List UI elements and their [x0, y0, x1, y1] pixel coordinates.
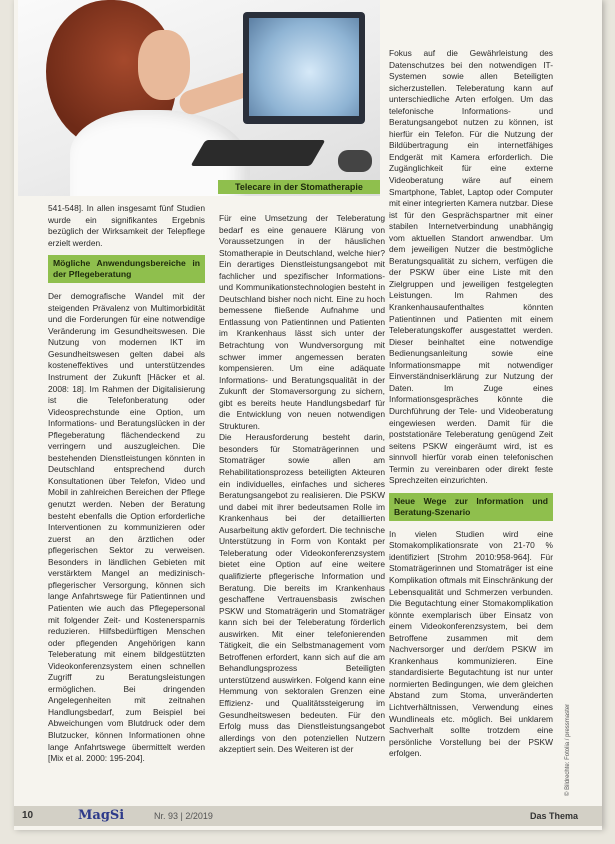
paragraph: Für eine Umsetzung der Teleberatung bedarf es eine genauere Klärung von Voraussetzungen in der häuslichen Stomatherapie in Deutschland, welche hier? Ein derartiges Dienstleistungsangebot mit fachlicher und spezifischer Informations- und Kommunikationstechnologien besteht in Deutschland bisher noch nicht. Eine zu hoch bemessene fließende Aufnahme und Entlassung von Patientinnen und Patienten im Krankenhaus lässt sich unter der Betrachtung von Wundversorgung mit schwer immer angemessen beraten kompensieren. Um eine adäquate Informations- und Beratungsqualität in der Zukunft der Stomaversorgung zu sichern, gibt es bereits heute Handlungsbedarf für die Entwicklung von neuen notwendigen Strukturen.	[219, 213, 385, 431]
photo-monitor-screen	[249, 18, 359, 116]
photo-figure-face	[138, 30, 190, 100]
text-column-3	[389, 48, 553, 803]
photo-phone	[338, 150, 372, 172]
photo-credit: © Bildrechte: Fotolia / pressmaster	[565, 703, 571, 796]
photo-monitor	[243, 12, 365, 124]
paragraph: In vielen Studien wird eine Stomakomplikationsrate von 21-70 % identifiziert [Strohm 2010:958-964]. Für Stomaträgerinnen und Stomaträger ist eine Komplikation oftmals mit Einschränkung der Lebensqualität und Schmerzen verbunden. Die Begutachtung einer Stomakomplikation könnte exemplarisch über Einsatz von einem Videokonferenzsystem, bei dem Betroffene zusammen mit dem Nachversorger und der/dem PSKW im Krankenhaus kommunizieren. Eine standardisierte Begutachtung ist nur unter normierten Bedingungen, wie dem gleichen Abstand zum Stoma, unveränderten Lichtverhältnissen, Verwendung eines Wundlineals etc. möglich. Bei unklarem Sachverhalt sollte trotzdem eine persönliche Vorstellung bei der PSKW erfolgen.	[389, 528, 553, 759]
section-heading: Neue Wege zur Information und Beratung-Szenario	[389, 493, 553, 521]
paragraph: 541-548]. In allen insgesamt fünf Studien wurde ein signifikantes Ergebnis bezüglich der Wirksamkeit der Telepflege erzielt werden.	[48, 203, 205, 248]
issue-number: Nr. 93 | 2/2019	[154, 811, 213, 821]
section-heading: Mögliche Anwendungsbereiche in der Pflegeberatung	[48, 255, 205, 283]
paragraph: Fokus auf die Gewährleistung des Datenschutzes bei den notwendigen IT-Systemen sowie allen Beteiligten sicherzustellen. Teleberatung kann auf unterschiedliche Arten erfolgen. Um das telefonische Informations- und Beratungsangebot nutzen zu können, ist hierfür ein Telefon. Für die Nutzung der Bildübertragung ein internetfähiges Endgerät mit Kamera erforderlich. Die Zugänglichkeit für eine externe Videoberatung wäre auf einem Smartphone, Tablet, Laptop oder Computer mit einer integrierten Kamera nutzbar. Diese ist für den Gesprächspartner mit einer stabilen Internetverbindung unabhängig vom aktuellen Standort anwendbar. Um dem jeweiligen Nutzer die bestmögliche Beratungsqualität zu sichern, verfügen die der PSKW über eine Liste mit den Zielgruppen und jeweiligen festgelegten Leistungen. Im Rahmen des Krankenhausaufenthaltes könnten Patientinnen und Patienten mit einem Teleberatungskoffer ausgestattet werden. Dieser beinhaltet eine notwendige Bedienungsanleitung sowie eine Informationsmappe mit notwendiger Einverständniserklärung zur Nutzung der Daten. Im Zuge eines Informationsgespräches könnte die Durchführung der Tele- und Videoberatung eingewiesen werden. Damit für die poststationäre Teleberatung genügend Zeit seitens PSKW eingeräumt wird, ist es sinnvoll hierfür vorab einen telefonischen Termin zu vereinbaren oder direkt feste Sprechzeiten einzurichten.	[389, 48, 553, 486]
page-number: 10	[22, 810, 34, 821]
text-column-1	[48, 203, 205, 803]
paragraph: Der demografische Wandel mit der steigenden Prävalenz von Multimorbidität und die Forderungen für eine notwendige Veränderung im Gesundheitswesen. Die Nutzung von modernen IKT im Gesundheitswesen gelten dabei als kosteneffektives und unterstützendes Instrument der Zukunft [Häcker et al. 2008: 18]. Im Rahmen der Digitalisierung ist die Telefonberatung oder Videosprechstunde eine Option, um Informations- und Beratungslücken in der Pflegeberatung flächendeckend zu verringern und auszugleichen. Die bestehenden Dienstleistungen könnten in Deutschland entsprechend durch Konsultationen über Telefon, Video und Mobil in zahlreichen Bereichen der Pflege genutzt werden. Neben der Beratung besteht ebenfalls die Option erforderliche Interventionen zu kommunizieren oder zuerst an den ärztlichen oder pflegerischen Sektor zu verweisen. Besonders in ländlichen Gebieten mit verstärktem Mangel an medizinisch-pflegerischer Versorgung, können sich lange Anfahrtswege für Patientinnen und Patienten wie auch das Pflegepersonal mit folgender Zeit- und Kostenersparnis reduzieren. Hilfsbedürftigen Menschen oder pflegenden Angehörigen kann Teleberatung mit einem bildgestützten Videokonferenzsystem einen schnellen Zugriff zu Beratungsleistungen ermöglichen. Bei dringenden Angelegenheiten mit zeitnahen Handlungsbedarf, zum Beispiel bei Abweichungen vom Blutdruck oder dem Blutzucker, können Informationen ohne lange Anfahrtswege übermittelt werden [Mix et al. 2000: 195-204].	[48, 291, 205, 764]
paragraph: Die Herausforderung besteht darin, besonders für Stomaträgerinnen und Stomaträger sowie allen am Rehabilitationsprozess beteiligten Akteuren ein individuelles, einfaches und sicheres Beratungsangebot zu realisieren. Die PSKW und dabei mit ihrer bedeutsamen Rolle im Krankenhaus bei der detaillierten Ausarbeitung aktiv gefordert. Die technische Unterstützung in Form von Kontakt per Teleberatung oder Videokonferenzsystem bietet eine Option auf eine weitere qualifizierte pflegerische Information und Beratung. Die bereits im Krankenhaus geschaffene Vertrauensbasis zwischen PSKW und Stomaträgerin und Stomaträger kann sich bei der Teleberatung förderlich auswirken. Mit einer telefonierenden Tätigkeit, die ein Selbstmanagement vom Betroffenen erfordert, kann sich auf die am Behandlungsprozess Beteiligten unterstützend auswirken. Folgend kann eine Hemmung von sektoralen Grenzen eine Effizienz- und Qualitätssteigerung im Gesundheitswesen bedeuten. Für den Erfolg muss das Dienstleistungsangebot allerdings von den potenziellen Nutzern akzeptiert sein. Des Weiteren ist der	[219, 432, 385, 755]
header-photo	[18, 0, 380, 196]
photo-keyboard	[190, 140, 325, 166]
text-column-2	[219, 213, 385, 803]
page-footer	[14, 806, 602, 826]
photo-caption: Telecare in der Stomatherapie	[218, 180, 380, 194]
section-name: Das Thema	[529, 811, 578, 821]
magazine-logo: MagSi	[78, 808, 125, 823]
